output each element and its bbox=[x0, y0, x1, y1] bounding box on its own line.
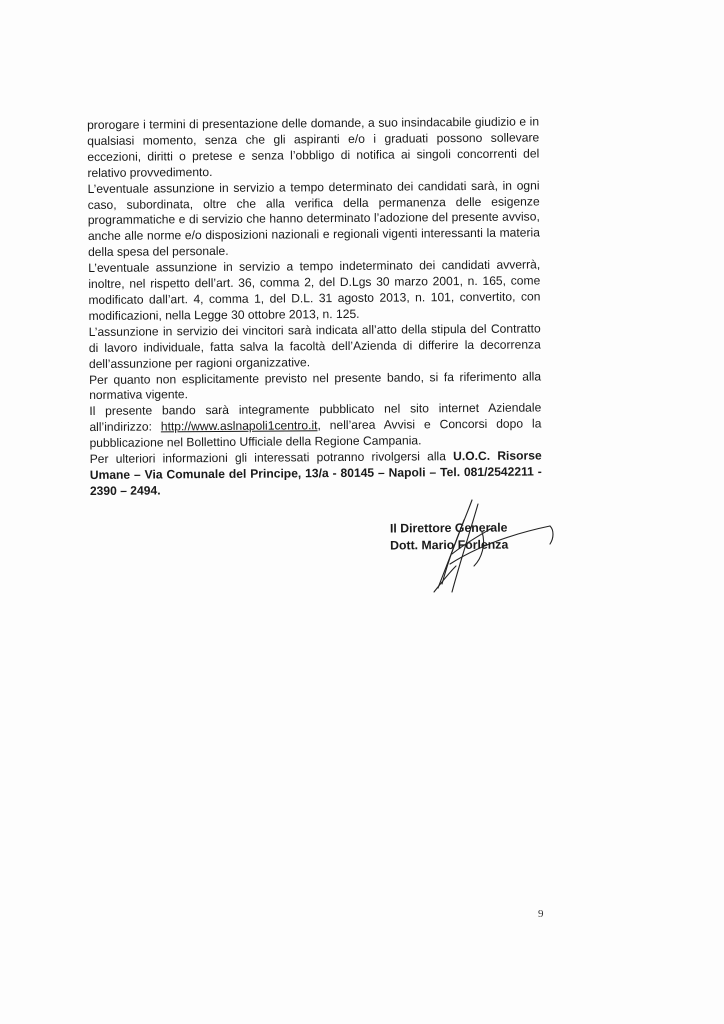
handwritten-signature bbox=[412, 492, 562, 602]
paragraph-deadline-extension: prorogare i termini di presentazione delle domande, a suo insindacabile giudizio e in qualsiasi momento, senza che gli aspiranti e/o i graduati possono sollevare eccezioni, diritti o pretese e senza l’obbligo di notifica ai singoli concorrenti del relativo provvedimento. bbox=[87, 114, 540, 180]
paragraph-permanent-hiring: L’eventuale assunzione in servizio a tempo indeterminato dei candidati avverrà, inoltre, nel rispetto dell’art. 36, comma 2, del D.Lgs 30 marzo 2001, n. 165, come modificato dall’art. 4, comma 1, del D.L. 31 agosto 2013, n. 101, convertito, con modificazioni, nella Legge 30 ottobre 2013, n. 125. bbox=[88, 257, 541, 323]
paragraph-temporary-hiring: L’eventuale assunzione in servizio a tempo determinato dei candidati sarà, in ogni caso, subordinata, oltre che alla verifica della permanenza delle esigenze programmatiche e di servizio che hanno determinato l’adozione del presente avviso, anche alle norme e/o disposizioni nazionali e regionali vigenti interessanti la materia della spesa del personale. bbox=[87, 178, 540, 260]
contact-intro: Per ulteriori informazioni gli interessati potranno rivolgersi alla bbox=[89, 449, 454, 467]
paragraph-regulations: Per quanto non esplicitamente previsto nel presente bando, si fa riferimento alla normativa vigente. bbox=[88, 368, 542, 403]
paragraph-contract: L’assunzione in servizio dei vincitori sarà indicata all’atto della stipula del Contratto di lavoro individuale, fatta salva la facoltà dell’Azienda di differire la decorrenza dell’assunzione per ragioni organizzative. bbox=[88, 321, 541, 371]
page-number: 9 bbox=[538, 908, 544, 920]
signatory-title: Il Direttore Generale bbox=[389, 520, 508, 536]
signatory-name: Dott. Mario Forlenza bbox=[390, 537, 509, 553]
paragraph-publication bbox=[89, 401, 541, 452]
website-link[interactable]: http://www.aslnapoli1centro.it bbox=[160, 418, 318, 434]
contact-office: U.O.C. Risorse Umane – Via Comunale del Principe, 13/a - 80145 – Napoli – Tel. 081/2542211 - 2390 – 2494. bbox=[89, 448, 542, 498]
publication-text-after: , nell’area Avvisi e Concorsi dopo la pubblicazione nel Bollettino Ufficiale della Regione Campania. bbox=[89, 416, 542, 451]
document-body bbox=[87, 114, 542, 499]
publication-text-before: Il presente bando sarà integramente pubblicato nel sito internet Aziendale all’indirizzo: bbox=[89, 400, 542, 435]
